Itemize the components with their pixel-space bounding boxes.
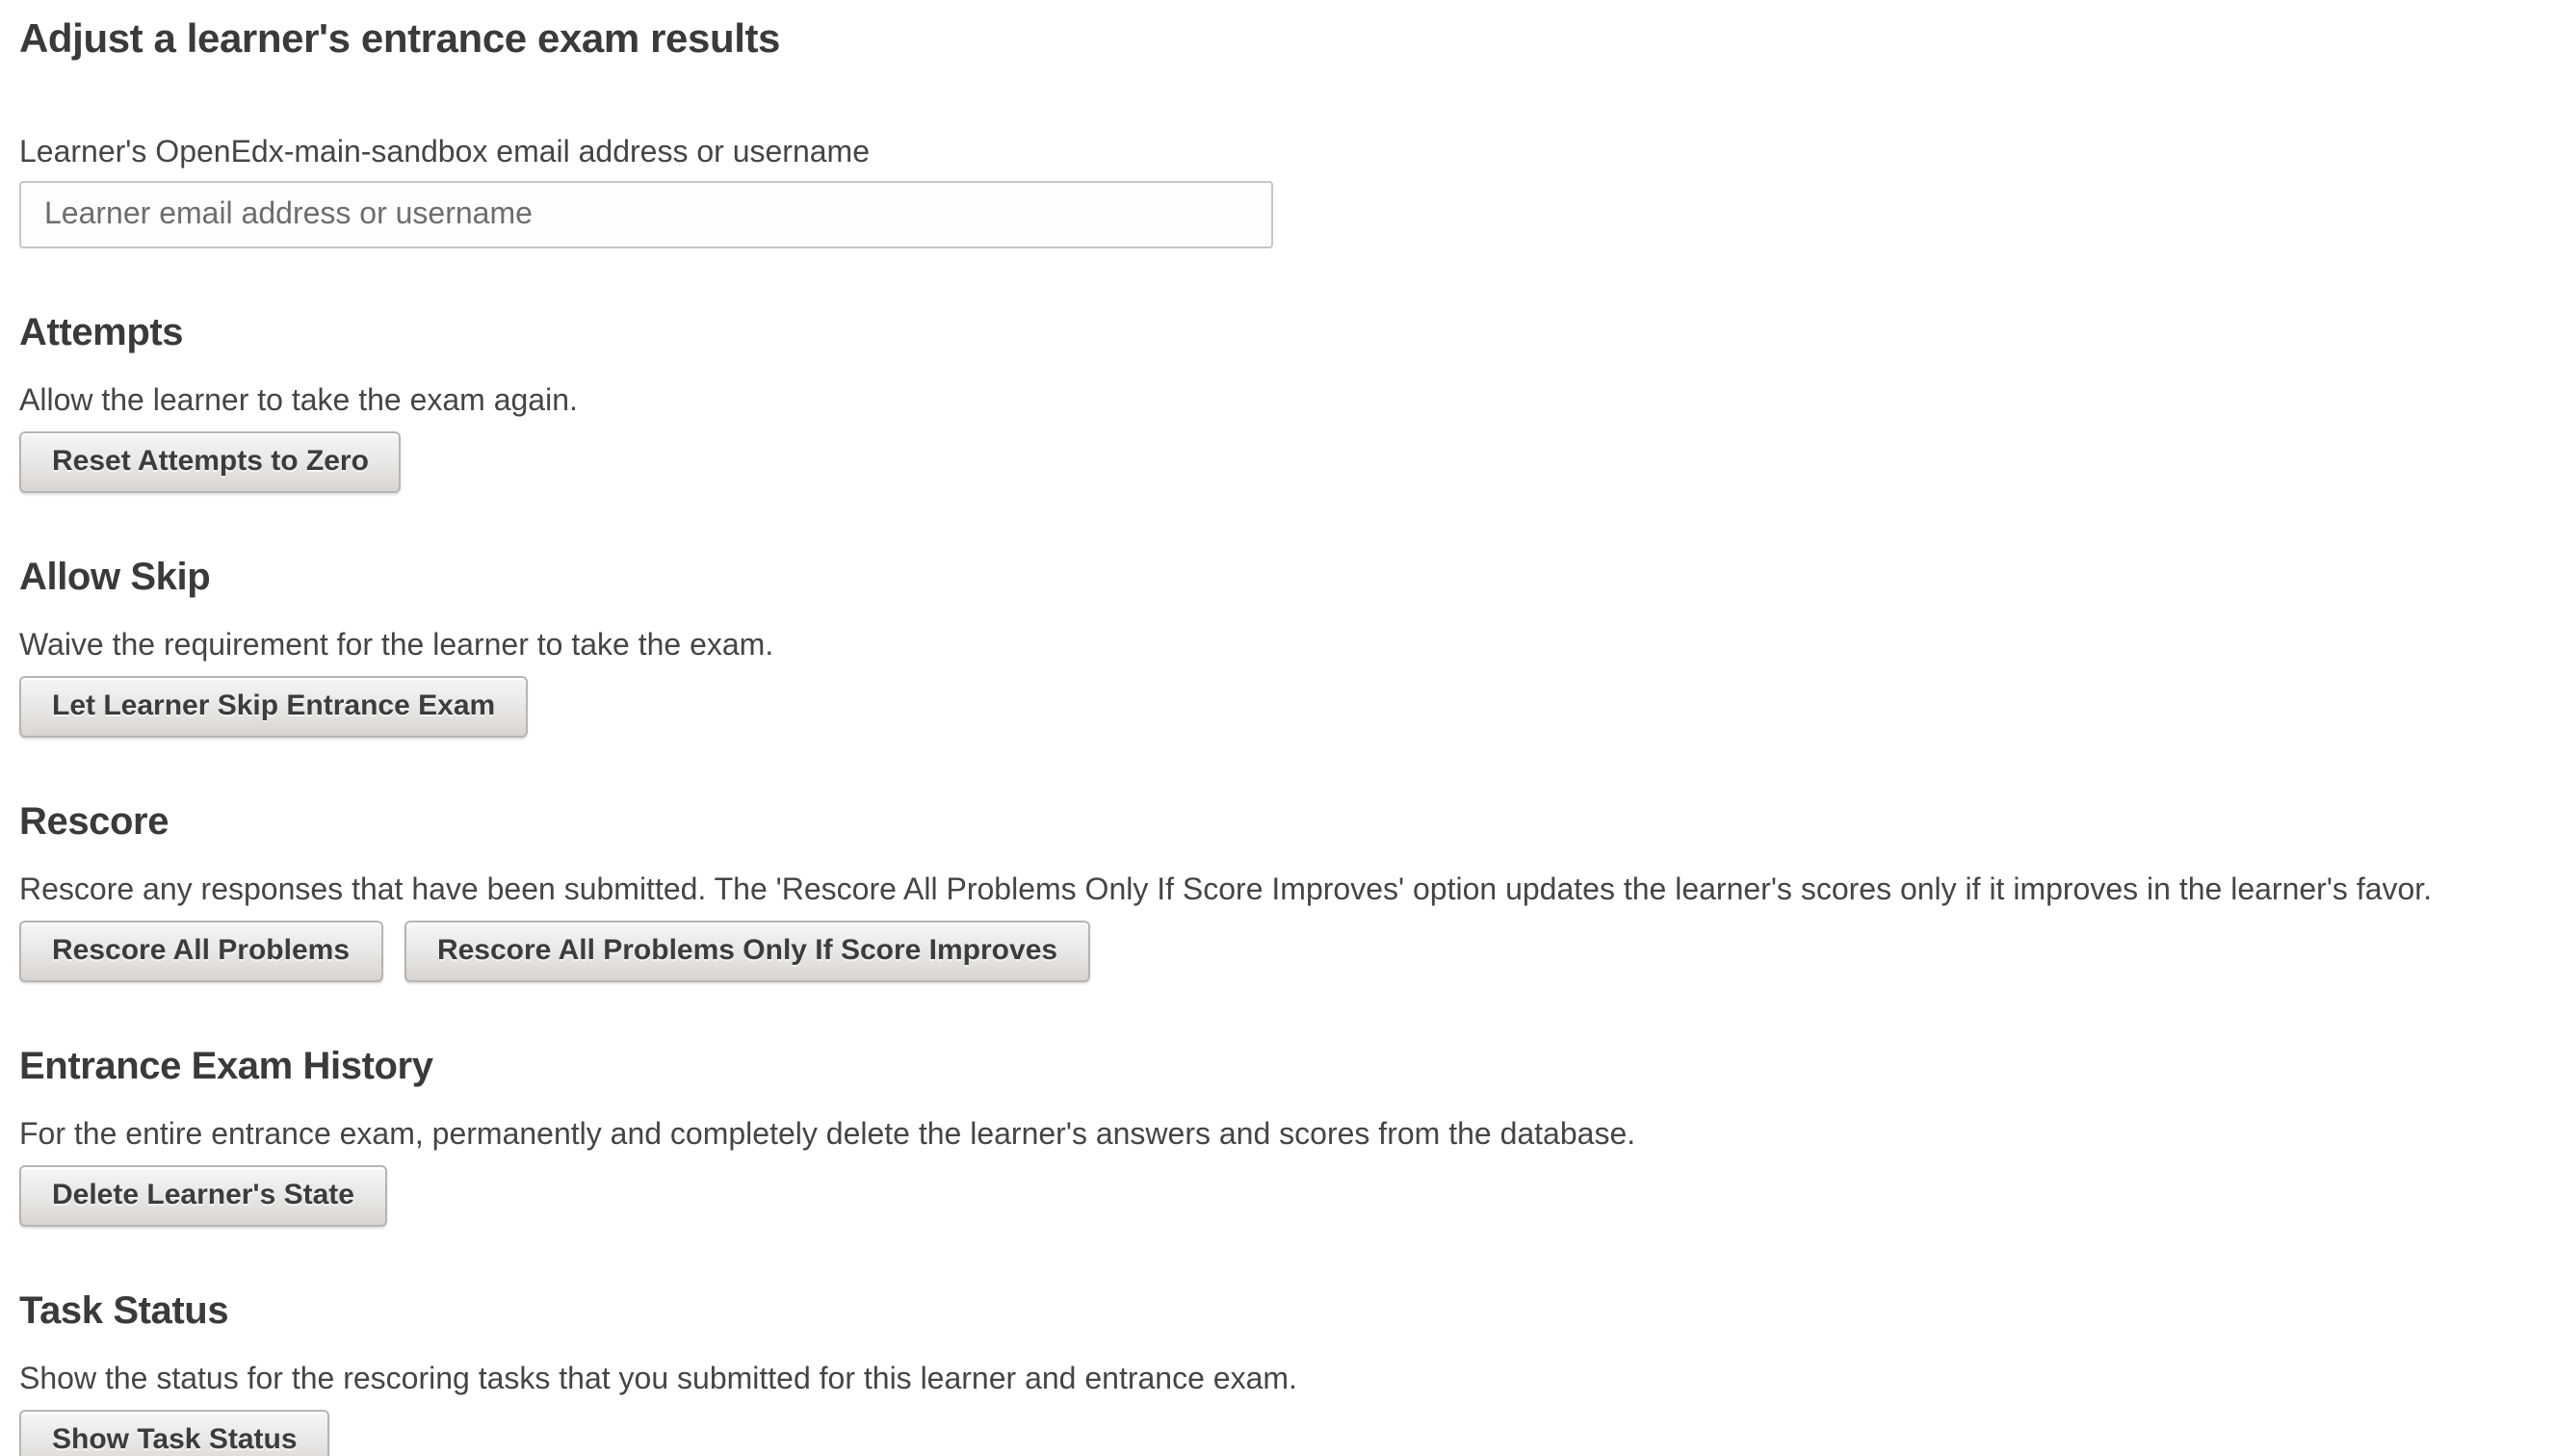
entrance-exam-history-heading: Entrance Exam History (19, 1046, 433, 1089)
rescore-heading: Rescore (19, 801, 169, 845)
learner-lookup-group (19, 135, 2535, 248)
reset-attempts-button[interactable]: Reset Attempts to Zero (19, 432, 402, 494)
show-task-status-button[interactable]: Show Task Status (19, 1411, 330, 1456)
allow-skip-description: Waive the requirement for the learner to take the exam. (19, 630, 774, 663)
delete-learner-state-button[interactable]: Delete Learner's State (19, 1166, 387, 1228)
task-status-heading: Task Status (19, 1290, 229, 1334)
section-allow-skip (19, 556, 2535, 739)
learner-email-input[interactable] (19, 182, 1273, 249)
skip-entrance-exam-button[interactable]: Let Learner Skip Entrance Exam (19, 677, 528, 739)
section-rescore (19, 800, 2535, 983)
rescore-all-problems-button[interactable]: Rescore All Problems (19, 922, 382, 983)
section-attempts (19, 311, 2535, 494)
attempts-description: Allow the learner to take the exam again. (19, 385, 578, 419)
rescore-if-score-improves-button[interactable]: Rescore All Problems Only If Score Improves (404, 922, 1090, 983)
allow-skip-heading: Allow Skip (19, 557, 211, 600)
entrance-exam-history-description: For the entire entrance exam, permanently and completely delete the learner's answers and scores from the database. (19, 1119, 1636, 1153)
page-title: Adjust a learner's entrance exam results (19, 17, 781, 62)
task-status-description: Show the status for the rescoring tasks that you submitted for this learner and entrance exam. (19, 1364, 1297, 1397)
section-entrance-exam-history (19, 1045, 2535, 1228)
learner-email-label: Learner's OpenEdx-main-sandbox email address or username (19, 137, 870, 170)
attempts-heading: Attempts (19, 312, 184, 355)
section-task-status (19, 1289, 2535, 1456)
rescore-description: Rescore any responses that have been submitted. The 'Rescore All Problems Only If Score Improves' option updates the learner's scores only if it improves in the learner's favor. (19, 874, 2433, 908)
